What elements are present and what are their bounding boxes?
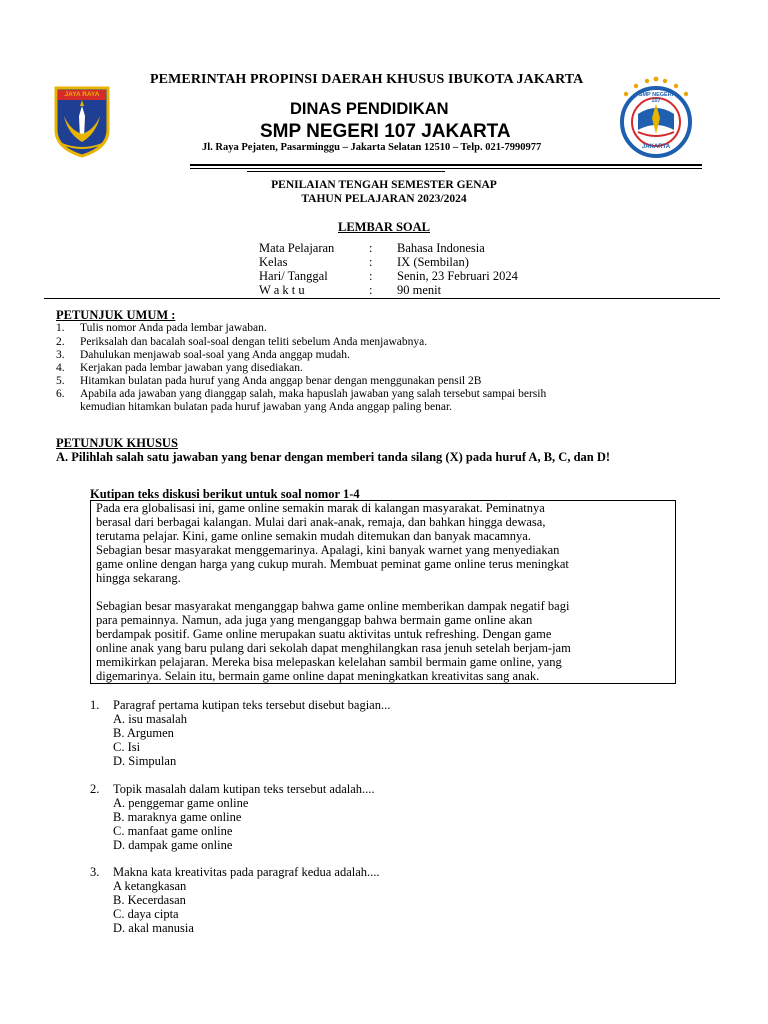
item-number: 1.	[56, 322, 65, 334]
section-divider	[44, 298, 720, 299]
school-address: Jl. Raya Pejaten, Pasarminggu – Jakarta Selatan 12510 – Telp. 021-7990977	[202, 142, 542, 153]
item-text: Hitamkan bulatan pada huruf yang Anda anggap benar dengan menggunakan pensil 2B	[80, 375, 482, 387]
passage-line: berdampak positif. Game online merupakan suatu aktivitas untuk refreshing. Dengan game	[96, 627, 552, 641]
passage-line: terutama pelajar. Kini, game online semakin mudah ditemukan dan banyak macamnya.	[96, 529, 531, 543]
info-value: Senin, 23 Februari 2024	[397, 269, 518, 283]
passage-title: Kutipan teks diskusi berikut untuk soal nomor 1-4	[90, 487, 360, 501]
answer-option[interactable]: A. isu masalah	[113, 712, 187, 726]
answer-option[interactable]: D. dampak game online	[113, 838, 233, 852]
info-separator: :	[369, 241, 373, 255]
passage-line: berasal dari berbagai kalangan. Mulai dari anak-anak, remaja, dan bahkan hingga dewasa,	[96, 515, 546, 529]
exam-title-line1: PENILAIAN TENGAH SEMESTER GENAP	[271, 179, 497, 191]
passage-line: online anak yang baru pulang dari sekolah dapat menghilangkan rasa jenuh setelah berjam-jam	[96, 641, 571, 655]
info-label: Mata Pelajaran	[259, 241, 335, 255]
answer-option[interactable]: C. Isi	[113, 740, 141, 754]
emblem-motto: JAYA RAYA	[64, 91, 100, 98]
item-number: 5.	[56, 375, 65, 387]
item-number: 6.	[56, 388, 65, 400]
exam-title-line2: TAHUN PELAJARAN 2023/2024	[301, 193, 467, 205]
school-logo	[608, 74, 704, 160]
question-number: 1.	[90, 698, 100, 712]
question-text: Topik masalah dalam kutipan teks tersebut adalah....	[113, 782, 375, 796]
letterhead-rule	[190, 164, 702, 166]
info-value: IX (Sembilan)	[397, 255, 469, 269]
sheet-label: LEMBAR SOAL	[337, 220, 431, 234]
info-separator: :	[369, 255, 373, 269]
item-number: 3.	[56, 349, 65, 361]
answer-option[interactable]: C. manfaat game online	[113, 824, 233, 838]
answer-option[interactable]: B. Argumen	[113, 726, 174, 740]
answer-option[interactable]: D. Simpulan	[113, 754, 177, 768]
item-number: 4.	[56, 362, 65, 374]
answer-option[interactable]: B. Kecerdasan	[113, 893, 186, 907]
passage-line: Sebagian besar masyarakat menggemarinya. Apalagi, kini banyak warnet yang menyediakan	[96, 543, 560, 557]
info-separator: :	[369, 269, 373, 283]
passage-line: Sebagian besar masyarakat menganggap bahwa game online memberikan dampak negatif bagi	[96, 599, 570, 613]
info-value: Bahasa Indonesia	[397, 241, 485, 255]
info-value: 90 menit	[397, 283, 442, 297]
government-heading: PEMERINTAH PROPINSI DAERAH KHUSUS IBUKOTA JAKARTA	[150, 72, 584, 87]
question-text: Makna kata kreativitas pada paragraf kedua adalah....	[113, 865, 380, 879]
general-instructions-title: PETUNJUK UMUM :	[56, 308, 176, 322]
item-text: Tulis nomor Anda pada lembar jawaban.	[80, 322, 267, 334]
item-text: Dahulukan menjawab soal-soal yang Anda anggap mudah.	[80, 349, 350, 361]
passage-line: digemarinya. Selain itu, bermain game online dapat meningkatkan kreativitas sang anak.	[96, 669, 540, 683]
passage-line: para pemainnya. Namun, ada juga yang menganggap bahwa bermain game online akan	[96, 613, 533, 627]
question-number: 3.	[90, 865, 100, 879]
answer-option[interactable]: B. maraknya game online	[113, 810, 242, 824]
info-label: W a k t u	[259, 283, 305, 297]
special-instructions-title: PETUNJUK KHUSUS	[56, 436, 178, 450]
passage-line: game online dengan harga yang cukup murah. Membuat peminat game online terus meningkat	[96, 557, 569, 571]
passage-line: Pada era globalisasi ini, game online semakin marak di kalangan masyarakat. Peminatnya	[96, 501, 545, 515]
school-name: SMP NEGERI 107 JAKARTA	[260, 121, 511, 142]
item-text: kemudian hitamkan bulatan pada huruf jawaban yang Anda anggap paling benar.	[80, 401, 453, 413]
item-text: Periksalah dan bacalah soal-soal dengan teliti sebelum Anda menjawabnya.	[80, 336, 428, 348]
answer-option[interactable]: A ketangkasan	[113, 879, 187, 893]
info-label: Hari/ Tanggal	[259, 269, 328, 283]
item-text: Apabila ada jawaban yang dianggap salah, maka hapuslah jawaban yang salah tersebut sampai bersih	[80, 388, 547, 400]
answer-option[interactable]: C. daya cipta	[113, 907, 179, 921]
department-heading: DINAS PENDIDIKAN	[290, 100, 449, 118]
info-separator: :	[369, 283, 373, 297]
answer-option[interactable]: D. akal manusia	[113, 921, 194, 935]
info-label: Kelas	[259, 255, 288, 269]
answer-option[interactable]: A. penggemar game online	[113, 796, 249, 810]
letterhead-rule-short	[247, 171, 445, 172]
question-number: 2.	[90, 782, 100, 796]
jakarta-emblem	[54, 86, 110, 158]
special-instruction-text: A. Pilihlah salah satu jawaban yang benar dengan memberi tanda silang (X) pada huruf A, B, C, dan D!	[56, 450, 611, 464]
school-logo-top-text: SMP NEGERI 107	[638, 92, 674, 104]
item-text: Kerjakan pada lembar jawaban yang disediakan.	[80, 362, 303, 374]
question-text: Paragraf pertama kutipan teks tersebut disebut bagian...	[113, 698, 391, 712]
letterhead-rule-thin	[190, 168, 702, 169]
school-logo-bottom-text: JAKARTA	[641, 144, 671, 150]
passage-line: hingga sekarang.	[96, 571, 181, 585]
passage-line: memikirkan pelajaran. Mereka bisa melepaskan kelelahan sambil bermain game online, yang	[96, 655, 562, 669]
item-number: 2.	[56, 336, 65, 348]
